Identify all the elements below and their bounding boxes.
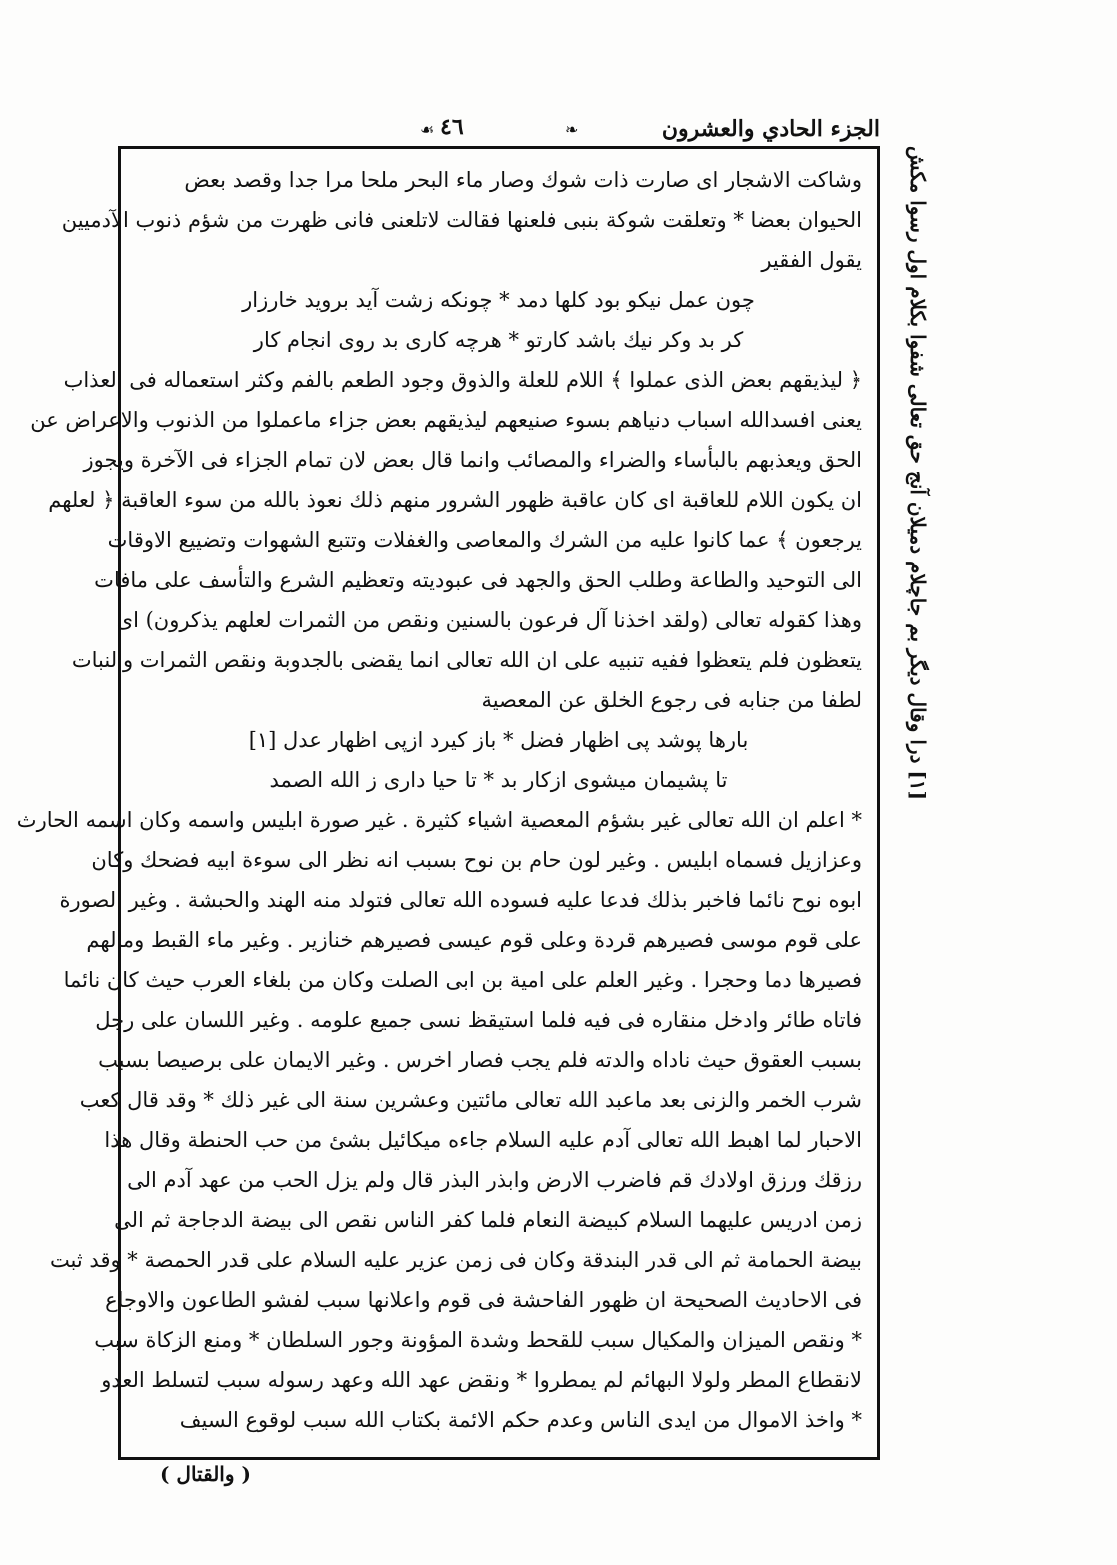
text-line: وعزازيل فسماه ابليس . وغير لون حام بن نوح بسبب انه نظر الى سوءة ابيه فضحك وكان: [91, 848, 862, 872]
text-line: بسبب العقوق حيث ناداه والدته فلم يجب فصار اخرس . وغير الايمان على برصيصا بسبب: [98, 1048, 862, 1072]
main-text: [16, 160, 862, 1440]
text-line: الاحبار لما اهبط الله تعالى آدم عليه السلام جاءه ميكائيل بشئ من حب الحنطة وقال هذا: [104, 1128, 862, 1152]
text-line: لانقطاع المطر ولولا البهائم لم يمطروا * ونقض عهد الله وعهد رسوله سبب لتسلط العدو: [101, 1368, 862, 1392]
ornament-icon: ☙: [420, 120, 435, 139]
verse-line: تا پشيمان ميشوى ازكار بد * تا حيا دارى ز الله الصمد: [269, 768, 728, 792]
text-line: على قوم موسى فصيرهم قردة وعلى قوم عيسى فصيرهم خنازير . وغير ماء القبط ومالهم: [86, 928, 862, 952]
verse-line: بارها پوشد پى اظهار فضل * باز كيرد ازپى اظهار عدل [١]: [248, 728, 749, 752]
page-header: [120, 112, 880, 146]
text-line: رزقك ورزق اولادك قم فاضرب الارض وابذر البذر قال ولم يزل الحب من عهد آدم الى: [127, 1168, 862, 1192]
verse-line: چون عمل نيكو بود كلها دمد * چونكه زشت آيد برويد خارزار: [242, 288, 755, 312]
text-line: * اعلم ان الله تعالى غير بشؤم المعصية اشياء كثيرة . غير صورة ابليس واسمه وكان اسمه الحارث: [16, 808, 862, 832]
text-line: ابوه نوح نائما فاخبر بذلك فدعا عليه فسوده الله تعالى فتولد منه الهند والحبشة . وغير الصورة: [59, 888, 862, 912]
text-line: الحيوان بعضا * وتعلقت شوكة بنبى فلعنها فقالت لاتلعنى فانى ظهرت من شؤم ذنوب الآدميين: [61, 208, 862, 232]
text-line: زمن ادريس عليهما السلام كبيضة النعام فلما كفر الناس نقص الى بيضة الدجاجة ثم الى: [114, 1208, 862, 1232]
catchword: ( والقتال ): [160, 1462, 251, 1486]
text-line: يقول الفقير: [761, 248, 862, 272]
text-line: * ونقص الميزان والمكيال سبب للقحط وشدة المؤونة وجور السلطان * ومنع الزكاة سبب: [94, 1328, 862, 1352]
page-number: ٤٦: [440, 114, 464, 140]
text-line: * واخذ الاموال من ايدى الناس وعدم حكم الائمة بكتاب الله سبب لوقوع السيف: [179, 1408, 862, 1432]
text-line: فى الاحاديث الصحيحة ان ظهور الفاحشة فى قوم واعلانها سبب لفشو الطاعون والاوجاع: [105, 1288, 862, 1312]
text-line: يتعظون فلم يتعظوا ففيه تنبيه على ان الله تعالى انما يقضى بالجدوبة ونقص الثمرات والنبات: [71, 648, 862, 672]
text-line: وهذا كقوله تعالى (ولقد اخذنا آل فرعون بالسنين ونقص من الثمرات لعلهم يذكرون) اى: [116, 608, 862, 632]
text-line: ﴿ ليذيقهم بعض الذى عملوا ﴾ اللام للعلة والذوق وجود الطعم بالفم وكثر استعماله فى العذاب: [63, 368, 862, 392]
text-line: فاتاه طائر وادخل منقاره فى فيه فلما استيقظ نسى جميع علومه . وغير اللسان على رجل: [95, 1008, 862, 1032]
ornament-icon: ❧: [565, 120, 579, 139]
text-line: يرجعون ﴾ عما كانوا عليه من الشرك والمعاصى والغفلات وتتبع الشهوات وتضييع الاوقات: [107, 528, 862, 552]
text-line: ان يكون اللام للعاقبة اى كان عاقبة ظهور الشرور منهم ذلك نعوذ بالله من سوء العاقبة ﴿ لعلهم: [48, 488, 862, 512]
text-line: فصيرها دما وحجرا . وغير العلم على امية بن ابى الصلت وكان من بلغاء العرب حيث كان نائما: [63, 968, 862, 992]
verse-line: كر بد وكر نيك باشد كارتو * هرچه كارى بد روى انجام كار: [253, 328, 744, 352]
running-title: الجزء الحادي والعشرون: [661, 116, 880, 142]
margin-note: [١] درا وقال دیگر بم جاچلام دمیلان آنج حق تعالی شفوا بکلام اول رسوا مکش: [906, 145, 930, 800]
text-line: شرب الخمر والزنى بعد ماعبد الله تعالى مائتين وعشرين سنة الى غير ذلك * وقد قال كعب: [79, 1088, 862, 1112]
text-line: يعنى افسدالله اسباب دنياهم بسوء صنيعهم ليذيقهم بعض جزاء ماعملوا من الذنوب والاعراض عن: [30, 408, 862, 432]
text-line: الحق ويعذبهم بالبأساء والضراء والمصائب وانما قال بعض لان تمام الجزاء فى الآخرة ويجوز: [83, 448, 862, 472]
text-line: الى التوحيد والطاعة وطلب الحق والجهد فى عبوديته وتعظيم الشرع والتأسف على مافات: [94, 568, 862, 592]
text-line: وشاكت الاشجار اى صارت ذات شوك وصار ماء البحر ملحا مرا جدا وقصد بعض: [184, 168, 862, 192]
text-line: لطفا من جنابه فى رجوع الخلق عن المعصية: [481, 688, 862, 712]
text-line: بيضة الحمامة ثم الى قدر البندقة وكان فى زمن عزير عليه السلام على قدر الحمصة * وقد ثبت: [49, 1248, 862, 1272]
